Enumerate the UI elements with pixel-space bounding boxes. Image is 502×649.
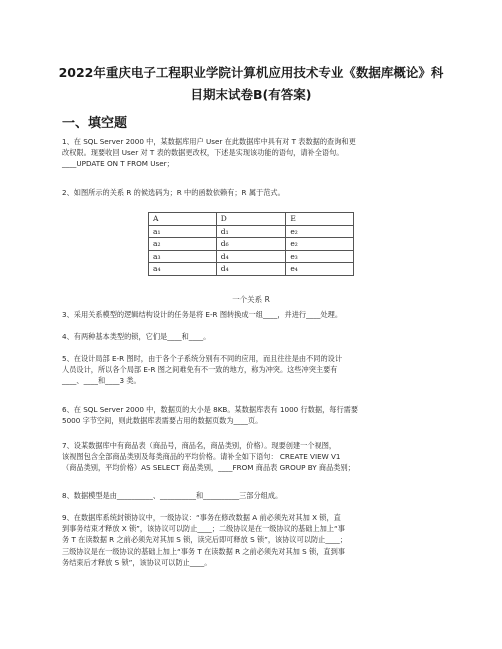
table-cell: a₁ xyxy=(149,225,217,238)
question-4 xyxy=(62,331,442,342)
question-1 xyxy=(62,136,442,170)
question-1-line: ____UPDATE ON T FROM User； xyxy=(62,159,174,169)
table-cell: d₄ xyxy=(216,250,286,263)
question-2-line: 2、如图所示的关系 R 的候选码为；R 中的函数依赖有；R 属于范式。 xyxy=(62,188,285,197)
table-cell: e₃ xyxy=(286,250,354,263)
question-9-line: 务结束后才释放 S 锁”，该协议可以防止____。 xyxy=(62,557,212,567)
question-9 xyxy=(62,512,442,568)
question-3 xyxy=(62,309,442,320)
question-7-line: （商品类别，平均价格）AS SELECT 商品类别，____FROM 商品表 GROUP BY 商品类别； xyxy=(62,463,355,473)
question-7 xyxy=(62,440,442,474)
question-1-line: 1、在 SQL Server 2000 中，某数据库用户 User 在此数据库中具有对 T 表数据的查询和更 xyxy=(62,137,356,146)
table-cell: e₂ xyxy=(286,238,354,251)
table-header-cell: E xyxy=(286,213,354,226)
question-5-line: 人员设计，所以各个局部 E-R 图之间难免有不一致的地方，称为冲突。这些冲突主要有 xyxy=(62,365,338,375)
table-caption: 一个关系 R xyxy=(232,295,270,304)
question-3-line: 3、采用关系模型的逻辑结构设计的任务是将 E-R 图转换成一组____，并进行____处理。 xyxy=(62,310,343,319)
question-8-line: 8、数据模型是由__________、__________和__________三部分组成。 xyxy=(62,491,283,500)
table-header-row xyxy=(149,213,354,226)
table-cell: a₂ xyxy=(149,238,217,251)
question-6 xyxy=(62,404,442,426)
table-cell: d₆ xyxy=(216,238,286,251)
table-cell: d₁ xyxy=(216,225,286,238)
question-6-line: 6、在 SQL Server 2000 中，数据页的大小是 8KB。某数据库表有 1000 行数据，每行需要 xyxy=(62,405,359,414)
question-9-line: 到事务结束才释放 X 锁”，该协议可以防止____；二级协议是在一级协议的基础上加上“事 xyxy=(62,524,345,534)
question-9-line: 务 T 在读数据 R 之前必须先对其加 S 锁，读完后即可释放 S 锁”，该协议可以防止____； xyxy=(62,535,347,545)
question-2 xyxy=(62,187,442,198)
table-row xyxy=(149,263,354,276)
question-5-line: 5、在设计局部 E-R 图时，由于各个子系统分别有不同的应用，而且往往是由不同的设计 xyxy=(62,354,343,363)
question-5-line: ____、____和____3 类。 xyxy=(62,376,141,386)
question-5 xyxy=(62,353,442,387)
question-1-line: 改权限。现要收回 User 对 T 表的数据更改权，下述是实现该功能的语句，请补全语句。 xyxy=(62,148,344,158)
question-8 xyxy=(62,490,442,501)
table-row xyxy=(149,238,354,251)
document-title-line-2: 目期末试卷B(有答案) xyxy=(190,87,312,102)
table-header-cell: D xyxy=(216,213,286,226)
question-4-line: 4、有两种基本类型的锁，它们是____和____。 xyxy=(62,332,211,341)
table-cell: a₃ xyxy=(149,250,217,263)
table-row xyxy=(149,250,354,263)
question-7-line: 该视图包含全部商品类别及每类商品的平均价格。请补全如下语句： CREATE VIEW V1 xyxy=(62,452,341,462)
table-cell: e₄ xyxy=(286,263,354,276)
relation-r-table xyxy=(148,212,354,276)
question-6-line: 5000 字节空间，则此数据库表需要占用的数据页数为____页。 xyxy=(62,416,263,426)
question-9-line: 9、在数据库系统封锁协议中，一级协议：“事务在修改数据 A 前必须先对其加 X 锁，直 xyxy=(62,513,341,522)
table-cell: d₄ xyxy=(216,263,286,276)
table-row xyxy=(149,225,354,238)
table-cell: e₂ xyxy=(286,225,354,238)
document-title-line-1: 2022年重庆电子工程职业学院计算机应用技术专业《数据库概论》科 xyxy=(58,65,444,80)
section-heading: 一、填空题 xyxy=(62,116,128,131)
table-header-cell: A xyxy=(149,213,217,226)
question-7-line: 7、设某数据库中有商品表（商品号，商品名，商品类别，价格）。现要创建一个视图， xyxy=(62,441,337,450)
table-cell: a₄ xyxy=(149,263,217,276)
question-9-line: 三级协议是在一级协议的基础上加上“事务 T 在读数据 R 之前必须先对其加 S 锁，直到事 xyxy=(62,546,345,556)
